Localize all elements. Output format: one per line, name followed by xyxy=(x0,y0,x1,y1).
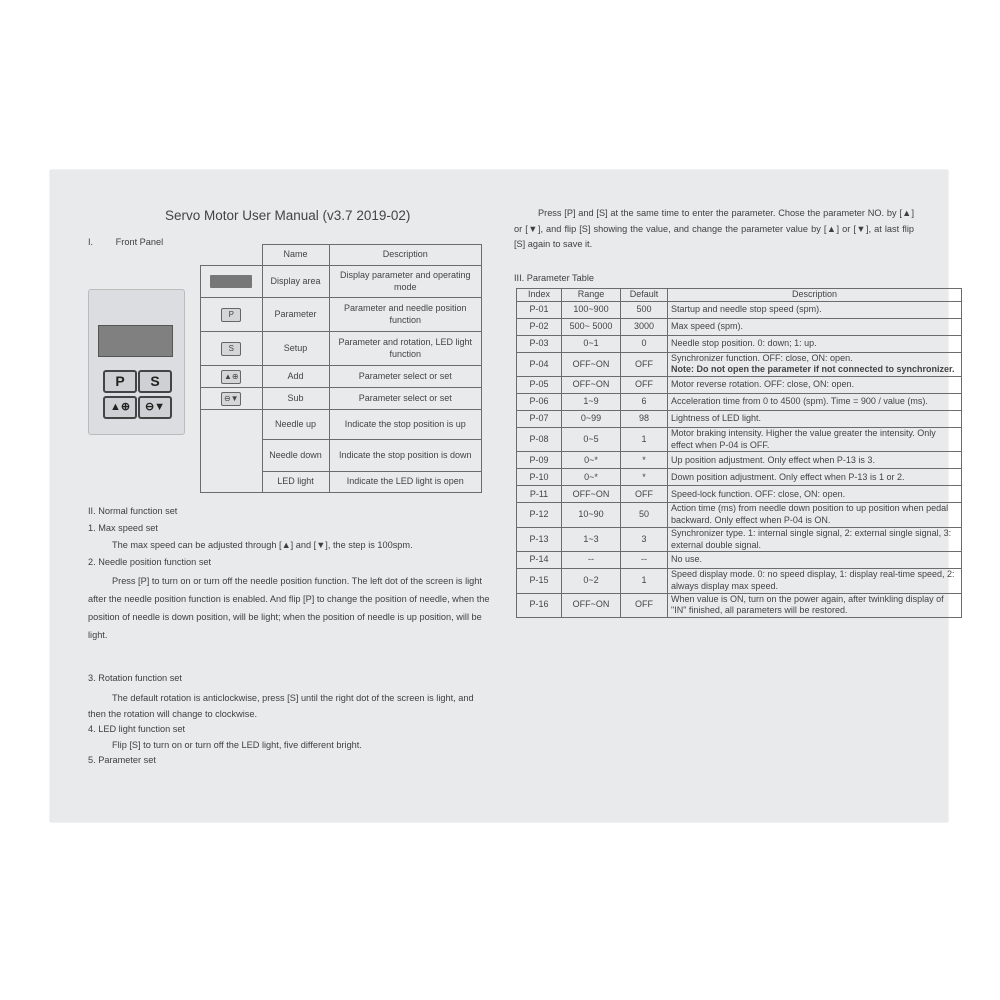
parameter-key-icon xyxy=(201,298,263,332)
s-icon: S xyxy=(221,342,241,356)
page-title: Servo Motor User Manual (v3.7 2019-02) xyxy=(165,208,411,223)
param-range-cell: 0~* xyxy=(562,469,621,486)
table-row xyxy=(517,301,962,318)
param-index-cell: P-03 xyxy=(517,335,562,352)
item-text: The default rotation is anticlockwise, press [S] until the right dot of the screen is light, and then the rotation will change to clockwise. xyxy=(88,693,474,720)
item-text: The max speed can be adjusted through [▲] and [▼], the step is 100spm. xyxy=(112,540,413,550)
row-desc: Parameter select or set xyxy=(329,388,482,410)
param-index-cell: P-10 xyxy=(517,469,562,486)
param-desc-cell xyxy=(668,503,962,527)
param-default-cell: 0 xyxy=(621,335,668,352)
param-default-cell: 3 xyxy=(621,527,668,551)
p-icon: P xyxy=(221,308,241,322)
item-title: 5. Parameter set xyxy=(88,755,156,765)
param-index-cell: P-11 xyxy=(517,486,562,503)
table-header-row xyxy=(201,245,482,266)
row-name: Parameter xyxy=(262,298,329,332)
row-name: Sub xyxy=(262,388,329,410)
item-title: 2. Needle position function set xyxy=(88,557,212,567)
column-header: Description xyxy=(329,245,482,266)
table-row xyxy=(517,527,962,551)
param-index-cell: P-04 xyxy=(517,352,562,376)
param-range-cell: 1~3 xyxy=(562,527,621,551)
row-desc: Parameter and rotation, LED light function xyxy=(329,332,482,366)
section-parameter-table: III. Parameter Table xyxy=(514,273,595,283)
table-row xyxy=(517,352,962,376)
parameter-table-body xyxy=(517,301,962,617)
param-default-cell: 1 xyxy=(621,428,668,452)
param-desc-cell xyxy=(668,318,962,335)
param-range-cell: 0~5 xyxy=(562,428,621,452)
empty-cell xyxy=(201,410,263,440)
param-desc-cell xyxy=(668,469,962,486)
column-header: Description xyxy=(668,289,962,302)
table-row xyxy=(517,569,962,593)
s-key-icon: S xyxy=(138,370,172,393)
param-default-cell: OFF xyxy=(621,486,668,503)
param-default-cell: * xyxy=(621,452,668,469)
param-desc-text: Startup and needle stop speed (spm). xyxy=(671,303,822,314)
param-index-cell: P-16 xyxy=(517,593,562,617)
param-range-cell: 100~900 xyxy=(562,301,621,318)
empty-cell xyxy=(201,440,263,472)
sub-key-icon: ⊖▼ xyxy=(138,396,172,419)
param-default-cell: 1 xyxy=(621,569,668,593)
table-row xyxy=(517,394,962,411)
param-note-text: Note: Do not open the parameter if not connected to synchronizer. xyxy=(671,364,955,375)
add-key-icon: ▲⊕ xyxy=(103,396,137,419)
row-name: Display area xyxy=(262,266,329,298)
param-desc-text: Action time (ms) from needle down position to up position when pedal backward. Only effect when P-04 is ON. xyxy=(671,503,949,526)
section-label: Front Panel xyxy=(115,237,164,247)
table-row xyxy=(517,452,962,469)
param-index-cell: P-08 xyxy=(517,428,562,452)
table-row xyxy=(517,428,962,452)
param-default-cell: 6 xyxy=(621,394,668,411)
param-desc-cell xyxy=(668,411,962,428)
param-desc-cell xyxy=(668,301,962,318)
param-default-cell: OFF xyxy=(621,352,668,376)
section-heading: II. Normal function set xyxy=(88,506,178,516)
table-row xyxy=(517,486,962,503)
row-desc: Parameter and needle position function xyxy=(329,298,482,332)
param-desc-cell xyxy=(668,569,962,593)
param-index-cell: P-06 xyxy=(517,394,562,411)
sub-key-icon xyxy=(201,388,263,410)
row-desc: Indicate the stop position is down xyxy=(329,440,482,472)
table-row xyxy=(201,298,482,332)
item-title: 1. Max speed set xyxy=(88,523,158,533)
front-panel-table xyxy=(200,244,482,493)
column-header: Name xyxy=(262,245,329,266)
table-row xyxy=(201,266,482,298)
add-key-icon xyxy=(201,366,263,388)
manual-page xyxy=(50,170,955,822)
parameter-table xyxy=(516,288,962,618)
display-area-icon xyxy=(201,266,263,298)
sub-icon: ⊖▼ xyxy=(221,392,241,406)
param-desc-cell xyxy=(668,552,962,569)
param-default-cell: 3000 xyxy=(621,318,668,335)
param-desc-text: Speed display mode. 0: no speed display, 1: display real-time speed, 2: always display max speed. xyxy=(671,569,955,591)
param-desc-text: Acceleration time from 0 to 4500 (spm). Time = 900 / value (ms). xyxy=(671,396,928,407)
param-desc-cell xyxy=(668,335,962,352)
param-desc-text: Lightness of LED light. xyxy=(671,413,762,424)
param-desc-cell xyxy=(668,394,962,411)
param-index-cell: P-01 xyxy=(517,301,562,318)
param-default-cell: 50 xyxy=(621,503,668,527)
item-text: Flip [S] to turn on or turn off the LED light, five different bright. xyxy=(112,740,362,750)
param-desc-text: Motor braking intensity. Higher the value greater the intensity. Only effect when P-04 is OFF. xyxy=(671,428,936,450)
param-range-cell: -- xyxy=(562,552,621,569)
param-range-cell: 0~* xyxy=(562,452,621,469)
param-index-cell: P-15 xyxy=(517,569,562,593)
param-desc-text: Needle stop position. 0: down; 1: up. xyxy=(671,337,817,348)
column-header: Range xyxy=(562,289,621,302)
item-title: 4. LED light function set xyxy=(88,724,186,734)
row-desc: Display parameter and operating mode xyxy=(329,266,482,298)
param-desc-cell xyxy=(668,452,962,469)
lcd-display xyxy=(98,325,173,357)
param-desc-text: Synchronizer type. 1: internal single signal, 2: external single signal, 3: external double signal. xyxy=(671,527,952,550)
add-icon: ▲⊕ xyxy=(221,370,241,384)
table-row xyxy=(201,410,482,440)
param-desc-cell xyxy=(668,377,962,394)
param-range-cell: OFF~ON xyxy=(562,486,621,503)
param-range-cell: 0~99 xyxy=(562,411,621,428)
row-name: Add xyxy=(262,366,329,388)
param-desc-cell xyxy=(668,486,962,503)
param-index-cell: P-12 xyxy=(517,503,562,527)
table-row xyxy=(517,377,962,394)
param-index-cell: P-02 xyxy=(517,318,562,335)
row-desc: Indicate the LED light is open xyxy=(329,472,482,493)
item-title: 3. Rotation function set xyxy=(88,673,182,683)
param-default-cell: 98 xyxy=(621,411,668,428)
table-row xyxy=(517,318,962,335)
param-default-cell: 500 xyxy=(621,301,668,318)
param-desc-text: No use. xyxy=(671,554,703,565)
empty-header-cell xyxy=(201,245,263,266)
param-index-cell: P-07 xyxy=(517,411,562,428)
row-name: LED light xyxy=(262,472,329,493)
p-key-icon: P xyxy=(103,370,137,393)
row-name: Setup xyxy=(262,332,329,366)
table-row xyxy=(517,335,962,352)
table-header-row xyxy=(517,289,962,302)
param-desc-cell xyxy=(668,352,962,376)
row-desc: Indicate the stop position is up xyxy=(329,410,482,440)
table-row xyxy=(201,332,482,366)
column-header: Index xyxy=(517,289,562,302)
table-row xyxy=(201,366,482,388)
table-row xyxy=(201,440,482,472)
table-row xyxy=(517,411,962,428)
param-default-cell: OFF xyxy=(621,377,668,394)
param-desc-text: Synchronizer function. OFF: close, ON: open. xyxy=(671,352,853,363)
section-front-panel xyxy=(88,237,163,247)
param-range-cell: 0~1 xyxy=(562,335,621,352)
param-desc-text: Speed-lock function. OFF: close, ON: open. xyxy=(671,488,846,499)
row-desc: Parameter select or set xyxy=(329,366,482,388)
param-index-cell: P-13 xyxy=(517,527,562,551)
param-default-cell: OFF xyxy=(621,593,668,617)
param-range-cell: 500~ 5000 xyxy=(562,318,621,335)
setup-key-icon xyxy=(201,332,263,366)
row-name: Needle down xyxy=(262,440,329,472)
param-desc-text: Motor reverse rotation. OFF: close, ON: open. xyxy=(671,379,855,390)
param-range-cell: 1~9 xyxy=(562,394,621,411)
param-range-cell: 0~2 xyxy=(562,569,621,593)
table-row xyxy=(201,388,482,410)
param-index-cell: P-05 xyxy=(517,377,562,394)
param-range-cell: OFF~ON xyxy=(562,593,621,617)
param-desc-text: Down position adjustment. Only effect when P-13 is 1 or 2. xyxy=(671,471,905,482)
row-name: Needle up xyxy=(262,410,329,440)
empty-cell xyxy=(201,472,263,493)
table-row xyxy=(517,469,962,486)
table-row xyxy=(517,593,962,617)
table-row xyxy=(517,503,962,527)
column-header: Default xyxy=(621,289,668,302)
param-desc-cell xyxy=(668,593,962,617)
param-desc-text: When value is ON, turn on the power again, after twinkling display of "IN" finished, all parameters will be restored. xyxy=(671,593,944,616)
param-index-cell: P-09 xyxy=(517,452,562,469)
parameter-intro-text: Press [P] and [S] at the same time to enter the parameter. Chose the parameter NO. by [▲] or [▼], and flip [S] showing the value, and change the parameter value by [▲] or [▼], at last flip [S] again to save it. xyxy=(514,208,914,250)
param-default-cell: -- xyxy=(621,552,668,569)
param-index-cell: P-14 xyxy=(517,552,562,569)
item-text: Press [P] to turn on or turn off the needle position function. The left dot of the screen is light after the needle position function is enabled. And flip [P] to change the position of needle, when the position of needle is down position, will be light; when the position of needle is up position, will be light. xyxy=(88,576,490,640)
param-default-cell: * xyxy=(621,469,668,486)
param-desc-cell xyxy=(668,527,962,551)
param-range-cell: OFF~ON xyxy=(562,352,621,376)
param-range-cell: OFF~ON xyxy=(562,377,621,394)
param-desc-text: Max speed (spm). xyxy=(671,320,744,331)
table-row xyxy=(517,552,962,569)
param-range-cell: 10~90 xyxy=(562,503,621,527)
table-row xyxy=(201,472,482,493)
param-desc-cell xyxy=(668,428,962,452)
param-desc-text: Up position adjustment. Only effect when P-13 is 3. xyxy=(671,454,875,465)
section-number: I. xyxy=(88,237,94,247)
